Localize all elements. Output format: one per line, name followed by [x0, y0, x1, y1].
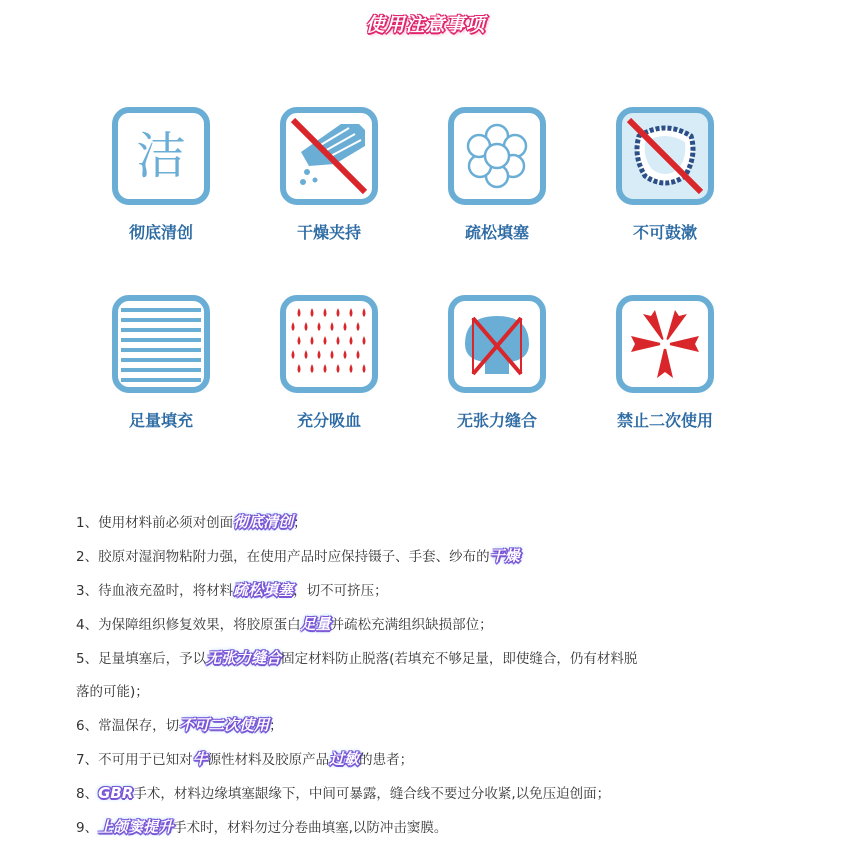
icon-label-dry: 干燥夹持	[296, 223, 361, 242]
page-title: 使用注意事项	[365, 14, 486, 36]
highlight: 彻底清创	[233, 513, 294, 531]
list-item: 6、常温保存，切不可二次使用；	[76, 716, 283, 734]
icon-label-no-rinse: 不可鼓漱	[632, 223, 697, 242]
no-reuse-icon	[615, 294, 715, 394]
highlight: 过敏	[329, 750, 360, 768]
icon-card-suture	[412, 294, 582, 431]
icon-label-blood: 充分吸血	[296, 411, 361, 430]
list-item: 9、上颌窦提升手术时，材料勿过分卷曲填塞,以防冲击窦膜。	[76, 818, 448, 836]
list-item: 2、胶原对湿润物粘附力强，在使用产品时应保持镊子、手套、纱布的干燥	[76, 547, 520, 565]
icon-card-full-fill	[76, 294, 246, 431]
highlight: 上颌窦提升	[98, 818, 174, 836]
loose-packing-icon	[447, 106, 547, 206]
clean-icon	[111, 106, 211, 206]
instruction-list	[76, 506, 776, 845]
icon-label-clean: 彻底清创	[128, 223, 193, 242]
icon-label-loose: 疏松填塞	[464, 223, 529, 242]
full-fill-icon	[111, 294, 211, 394]
no-wet-hand-icon	[279, 106, 379, 206]
icon-card-clean	[76, 106, 246, 243]
list-item: 7、不可用于已知对牛源性材料及胶原产品过敏的患者；	[76, 750, 414, 768]
highlight: 足量	[300, 615, 331, 633]
tension-free-suture-icon	[447, 294, 547, 394]
blood-absorb-icon	[279, 294, 379, 394]
highlight: 牛	[192, 750, 208, 768]
no-rinsing-icon	[615, 106, 715, 206]
highlight: 不可二次使用	[179, 716, 270, 734]
highlight: 干燥	[489, 547, 520, 565]
list-item: 落的可能)；	[76, 684, 149, 700]
clean-glyph: 洁	[136, 127, 186, 185]
icon-card-no-reuse	[580, 294, 750, 431]
list-item: 4、为保障组织修复效果，将胶原蛋白足量并疏松充满组织缺损部位；	[76, 615, 493, 633]
list-item: 1、使用材料前必须对创面彻底清创；	[76, 513, 307, 531]
icon-card-dry	[244, 106, 414, 243]
icon-label-suture: 无张力缝合	[456, 411, 537, 430]
list-item: 3、待血液充盈时，将材料疏松填塞，切不可挤压；	[76, 581, 388, 599]
icon-label-no-reuse: 禁止二次使用	[616, 411, 713, 430]
icon-card-no-rinse	[580, 106, 750, 243]
icon-label-full-fill: 足量填充	[128, 411, 193, 430]
highlight: 疏松填塞	[233, 581, 294, 599]
list-item: 5、足量填塞后，予以无张力缝合固定材料防止脱落(若填充不够足量，即使缝合，仍有材料脱	[76, 649, 638, 667]
list-item: 8、GBR手术，材料边缘填塞龈缘下，中间可暴露，缝合线不要过分收紧,以免压迫创面；	[76, 784, 611, 802]
icon-card-loose	[412, 106, 582, 243]
highlight: 无张力缝合	[206, 649, 282, 667]
icon-card-blood	[244, 294, 414, 431]
highlight: GBR	[98, 784, 134, 802]
